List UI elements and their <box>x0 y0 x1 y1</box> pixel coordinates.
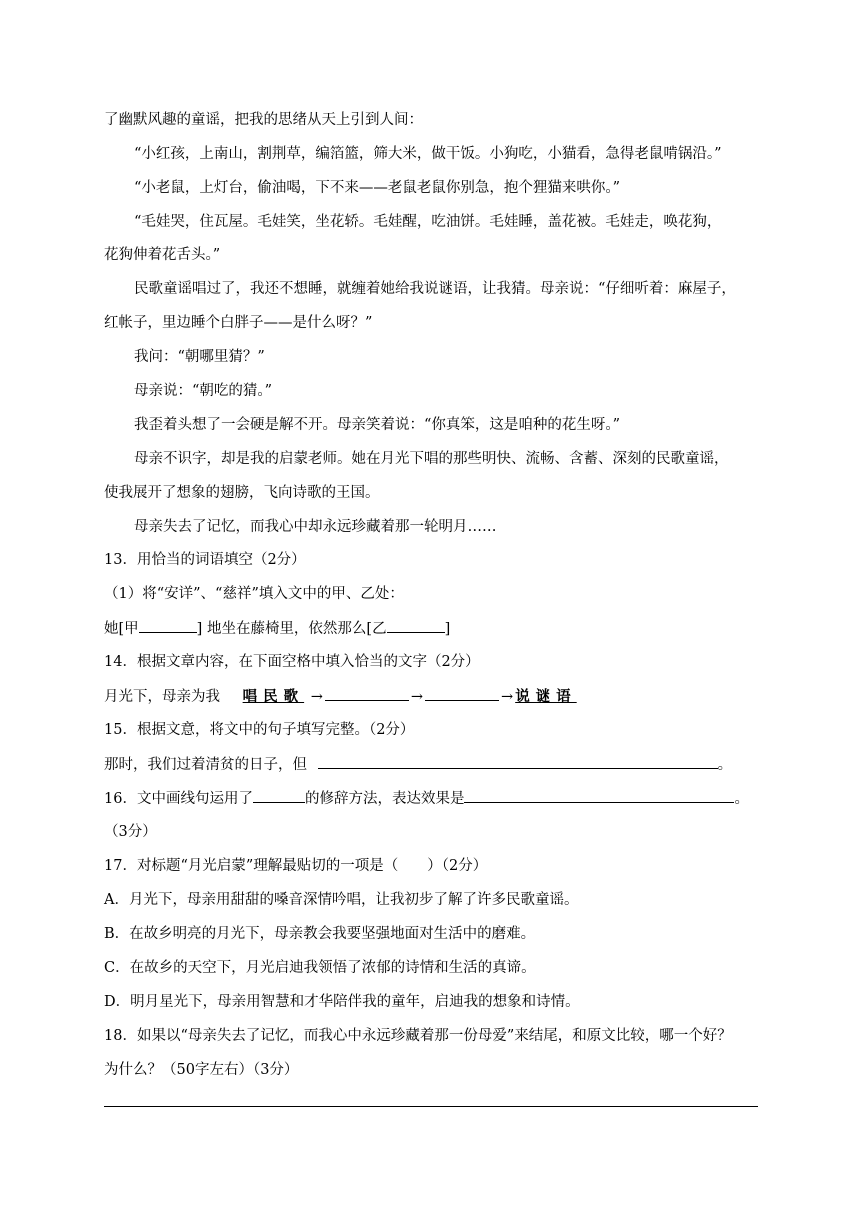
blank-label-c: ] <box>444 621 451 637</box>
question-14-chain <box>104 686 577 707</box>
question-15: 15．根据文意，将文中的句子填写完整。（2分） <box>104 722 415 738</box>
option-d[interactable]: D．明月星光下，母亲用智慧和才华陪伴我的童年，启迪我的想象和诗情。 <box>104 994 580 1010</box>
q16-effect-blank[interactable] <box>464 788 734 803</box>
blank-label-a: 她[甲 <box>104 621 139 637</box>
question-16 <box>104 788 749 809</box>
option-c[interactable]: C．在故乡的天空下，月光启迪我领悟了浓郁的诗情和生活的真谛。 <box>104 960 536 976</box>
passage-line: 民歌童谣唱过了，我还不想睡，就缠着她给我说谜语，让我猜。母亲说：“仔细听着：麻屋子， <box>134 281 736 297</box>
passage-line: 红帐子，里边睡个白胖子——是什么呀？” <box>104 315 373 331</box>
answer-line[interactable] <box>104 1106 758 1107</box>
passage-line: 母亲不识字，却是我的启蒙老师。她在月光下唱的那些明快、流畅、含蓄、深刻的民歌童谣， <box>134 451 729 467</box>
arrow-icon: → <box>501 689 514 705</box>
chain-blank-2[interactable] <box>425 686 499 701</box>
passage-line: “毛娃哭，住瓦屋。毛娃笑，坐花轿。毛娃醒，吃油饼。毛娃睡，盖花被。毛娃走，唤花狗， <box>134 214 722 230</box>
question-13-1: （1）将“安详”、“慈祥”填入文中的甲、乙处： <box>104 586 404 602</box>
question-15-answer <box>104 754 732 775</box>
chain-prefix: 月光下，母亲为我 <box>104 689 220 705</box>
q16-text-b: 的修辞方法，表达效果是 <box>304 791 465 807</box>
question-18-cont: 为什么？（50字左右）（3分） <box>104 1062 299 1078</box>
option-b[interactable]: B．在故乡明亮的月光下，母亲教会我要坚强地面对生活中的磨难。 <box>104 926 536 942</box>
q16-text-a: 16．文中画线句运用了 <box>104 791 253 807</box>
chain-end: 说谜语 <box>515 688 577 705</box>
blank-yi[interactable] <box>387 618 445 633</box>
passage-line: 母亲失去了记忆，而我心中却永远珍藏着那一轮明月…… <box>134 519 497 535</box>
chain-start: 唱民歌 <box>242 688 305 705</box>
passage-line: 我问：“朝哪里猜？” <box>134 349 265 365</box>
passage-line: 了幽默风趣的童谣，把我的思绪从天上引到人间： <box>104 112 423 128</box>
passage-line: 花狗伸着花舌头。” <box>104 247 221 263</box>
chain-blank-1[interactable] <box>325 686 409 701</box>
question-13: 13．用恰当的词语填空（2分） <box>104 552 306 568</box>
q16-rhetoric-blank[interactable] <box>253 788 305 803</box>
arrow-icon: → <box>310 689 323 705</box>
passage-line: “小红孩，上南山，割荆草，编箔篮，筛大米，做干饭。小狗吃，小猫看，急得老鼠啃锅沿。” <box>134 146 722 162</box>
blank-label-b: ] 地坐在藤椅里，依然那么[乙 <box>196 621 387 637</box>
question-16-score: （3分） <box>104 824 157 840</box>
passage-line: 母亲说：“朝吃的猜。” <box>134 383 273 399</box>
question-14: 14．根据文章内容，在下面空格中填入恰当的文字（2分） <box>104 654 480 670</box>
question-13-blanks <box>104 618 450 639</box>
question-18: 18．如果以“母亲失去了记忆，而我心中永远珍藏着那一份母爱”来结尾，和原文比较，哪一个好？ <box>104 1028 732 1044</box>
q16-text-c: 。 <box>734 791 749 807</box>
option-a[interactable]: A．月光下，母亲用甜甜的嗓音深情吟唱，让我初步了解了许多民歌童谣。 <box>104 892 579 908</box>
passage-line: “小老鼠，上灯台，偷油喝，下不来——老鼠老鼠你别急，抱个狸猫来哄你。” <box>134 180 621 196</box>
arrow-icon: → <box>410 689 424 705</box>
q15-end: 。 <box>717 757 733 773</box>
blank-jia[interactable] <box>139 618 197 633</box>
q15-answer-blank[interactable] <box>318 754 718 769</box>
passage-line: 使我展开了想象的翅膀，飞向诗歌的王国。 <box>104 485 380 501</box>
question-17: 17．对标题“月光启蒙”理解最贴切的一项是（ ）（2分） <box>104 858 488 874</box>
q15-prefix: 那时，我们过着清贫的日子，但 <box>104 757 307 773</box>
passage-line: 我歪着头想了一会硬是解不开。母亲笑着说：“你真笨，这是咱种的花生呀。” <box>134 417 621 433</box>
